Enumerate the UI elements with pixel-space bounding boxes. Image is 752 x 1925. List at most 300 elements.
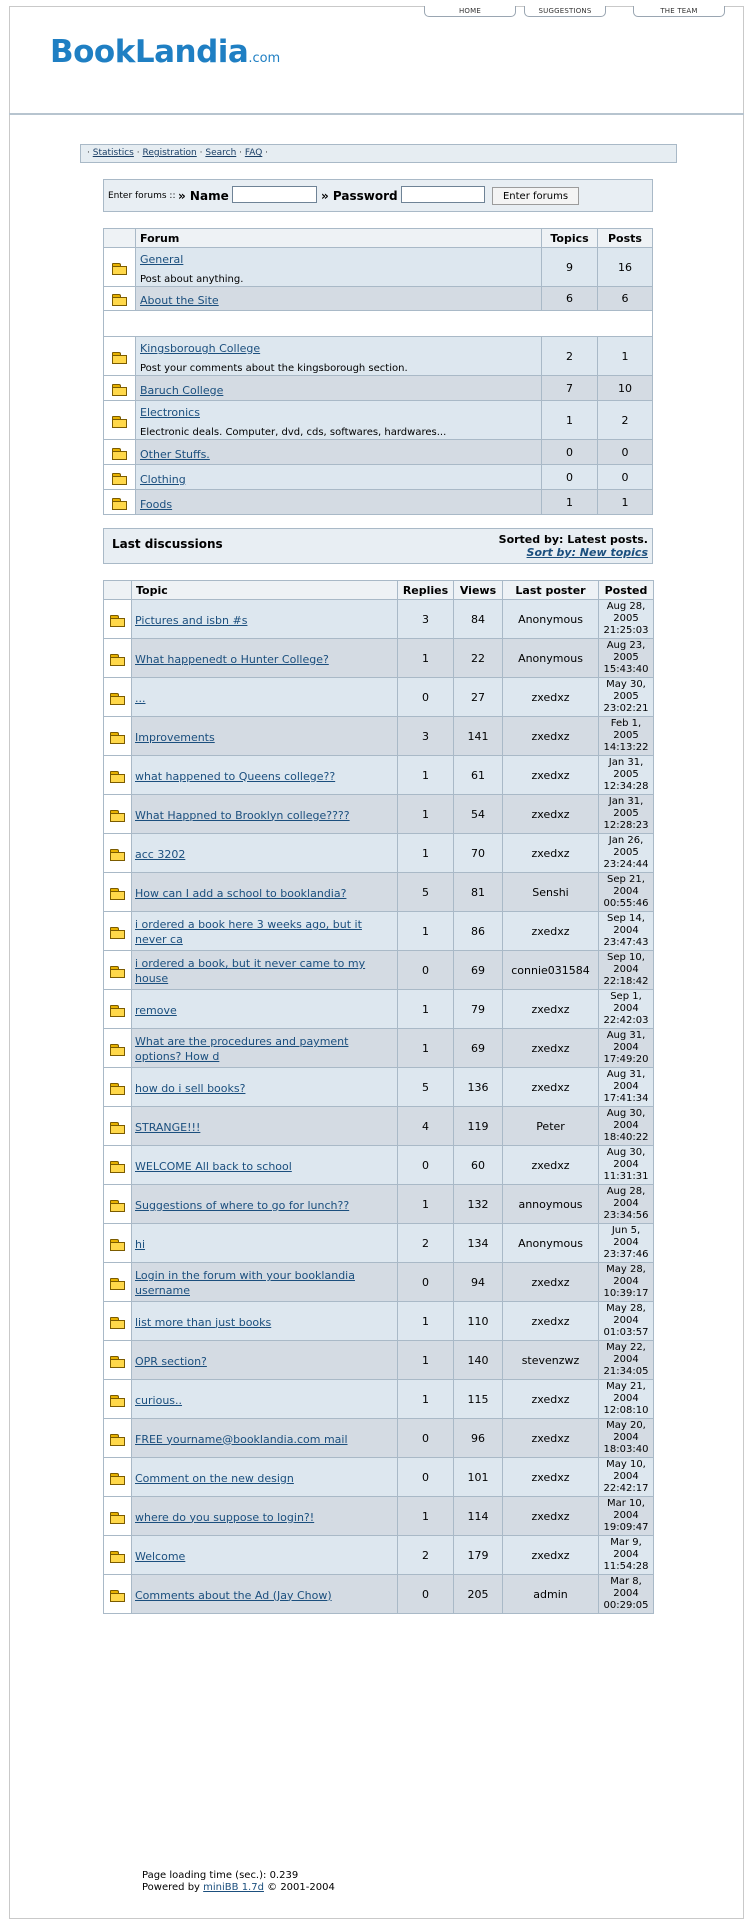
posted-date: May 20, (606, 1420, 646, 1431)
topic-link[interactable]: OPR section? (135, 1354, 207, 1368)
links-bar: · Statistics · Registration · Search · FAQ · (80, 144, 677, 163)
copyright: © 2001-2004 (267, 1882, 335, 1893)
header-posts: Posts (598, 229, 653, 248)
sorted-by-label: Sorted by: Latest posts. (498, 533, 648, 546)
header-topics: Topics (542, 229, 598, 248)
posted-time: 22:18:42 (603, 976, 649, 987)
topic-views: 84 (454, 600, 503, 639)
topic-row (104, 1341, 654, 1380)
nav-the-team[interactable]: THE TEAM (633, 6, 725, 17)
posted-time: 12:34:28 (603, 781, 649, 792)
topic-views: 54 (454, 795, 503, 834)
topic-last-poster: zxedxz (503, 756, 599, 795)
posted-year: 2005 (613, 652, 639, 663)
posted-year: 2004 (613, 1237, 639, 1248)
forum-link[interactable]: Clothing (140, 472, 186, 486)
posted-date: Mar 10, (607, 1498, 645, 1509)
topic-row (104, 1263, 654, 1302)
topic-row (104, 912, 654, 951)
topic-link[interactable]: i ordered a book here 3 weeks ago, but it never ca (135, 918, 362, 946)
forum-posts: 1 (598, 337, 653, 376)
topic-last-poster: zxedxz (503, 1302, 599, 1341)
posted-time: 01:03:57 (603, 1327, 649, 1338)
forum-link[interactable]: General (140, 253, 184, 266)
posted-time: 12:08:10 (603, 1405, 649, 1416)
login-form (103, 179, 653, 212)
posted-year: 2004 (613, 1315, 639, 1326)
topic-last-poster: Anonymous (503, 600, 599, 639)
posted-date: Aug 31, (606, 1030, 646, 1041)
topic-last-poster: Anonymous (503, 1224, 599, 1263)
topic-last-poster: Senshi (503, 873, 599, 912)
topic-last-poster: admin (503, 1575, 599, 1614)
folder-icon (110, 1122, 125, 1133)
forum-topics: 9 (542, 248, 598, 287)
topic-link[interactable]: What Happned to Brooklyn college???? (135, 808, 350, 822)
topic-row (104, 1302, 654, 1341)
link-search[interactable]: Search (205, 148, 237, 158)
folder-icon (110, 1356, 125, 1367)
topic-views: 94 (454, 1263, 503, 1302)
topic-last-poster: zxedxz (503, 1458, 599, 1497)
folder-icon (110, 1239, 125, 1250)
forum-link[interactable]: About the Site (140, 294, 219, 307)
posted-year: 2005 (613, 847, 639, 858)
folder-icon (110, 771, 125, 782)
topic-row (104, 834, 654, 873)
topic-row (104, 1497, 654, 1536)
forum-topics: 0 (542, 440, 598, 465)
topic-row (104, 639, 654, 678)
topic-last-poster: Peter (503, 1107, 599, 1146)
folder-icon (110, 654, 125, 665)
forum-description: Electronic deals. Computer, dvd, cds, softwares, hardwares... (140, 427, 447, 438)
header-posted: Posted (599, 581, 654, 600)
topic-last-poster: zxedxz (503, 1029, 599, 1068)
topic-posted (599, 1497, 654, 1536)
folder-icon (110, 1005, 125, 1016)
topic-last-poster: zxedxz (503, 834, 599, 873)
header-forum: Forum (136, 229, 542, 248)
name-input[interactable] (232, 186, 317, 203)
posted-date: Feb 1, (610, 718, 642, 729)
topic-last-poster: zxedxz (503, 1146, 599, 1185)
header-icon-col (104, 581, 132, 600)
topic-views: 119 (454, 1107, 503, 1146)
link-statistics[interactable]: Statistics (92, 148, 134, 158)
topic-row (104, 951, 654, 990)
folder-icon (112, 448, 127, 459)
topic-link[interactable]: Suggestions of where to go for lunch?? (135, 1198, 350, 1212)
topic-posted (599, 795, 654, 834)
topic-views: 141 (454, 717, 503, 756)
posted-date: Sep 21, (607, 874, 645, 885)
topic-last-poster: zxedxz (503, 1497, 599, 1536)
folder-icon (112, 352, 127, 363)
topic-last-poster: connie031584 (503, 951, 599, 990)
password-label: » Password (321, 189, 398, 203)
sort-new-topics-link[interactable]: Sort by: New topics (526, 546, 648, 559)
topic-replies: 0 (398, 678, 454, 717)
posted-year: 2005 (613, 730, 639, 741)
posted-date: Mar 8, (610, 1576, 642, 1587)
topic-last-poster: zxedxz (503, 678, 599, 717)
topic-posted (599, 1419, 654, 1458)
topic-replies: 3 (398, 717, 454, 756)
topic-posted (599, 912, 654, 951)
topic-replies: 0 (398, 1146, 454, 1185)
posted-time: 11:31:31 (603, 1171, 649, 1182)
logo-suffix: .com (248, 51, 281, 66)
topic-posted (599, 1029, 654, 1068)
forums-table (103, 228, 653, 515)
topic-views: 69 (454, 951, 503, 990)
forum-link[interactable]: Electronics (140, 406, 200, 419)
topic-replies: 0 (398, 951, 454, 990)
posted-date: Aug 31, (606, 1069, 646, 1080)
loading-time: Page loading time (sec.): 0.239 (142, 1870, 299, 1881)
topic-replies: 0 (398, 1419, 454, 1458)
topic-replies: 1 (398, 756, 454, 795)
folder-icon (112, 263, 127, 274)
posted-date: Jan 26, (608, 835, 644, 846)
forum-group-spacer (104, 311, 653, 337)
topic-row (104, 795, 654, 834)
topic-views: 110 (454, 1302, 503, 1341)
topic-link[interactable]: ... (135, 691, 146, 705)
posted-date: May 28, (606, 1264, 646, 1275)
topic-views: 27 (454, 678, 503, 717)
posted-time: 14:13:22 (603, 742, 649, 753)
posted-time: 17:49:20 (603, 1054, 649, 1065)
posted-time: 18:03:40 (603, 1444, 649, 1455)
posted-year: 2004 (613, 1588, 639, 1599)
topic-row (104, 717, 654, 756)
topic-link[interactable]: Comments about the Ad (Jay Chow) (135, 1588, 332, 1602)
topic-row (104, 1458, 654, 1497)
forum-link[interactable]: Kingsborough College (140, 342, 261, 355)
forum-row (104, 376, 653, 401)
folder-icon (110, 1590, 125, 1601)
posted-date: Aug 30, (606, 1147, 646, 1158)
topic-replies: 1 (398, 795, 454, 834)
topic-posted (599, 678, 654, 717)
topic-row (104, 756, 654, 795)
topic-link[interactable]: Improvements (135, 730, 215, 744)
posted-year: 2004 (613, 1393, 639, 1404)
forum-posts: 16 (598, 248, 653, 287)
topic-link[interactable]: curious.. (135, 1393, 183, 1407)
topic-row (104, 600, 654, 639)
topic-posted (599, 1068, 654, 1107)
topic-link[interactable]: STRANGE!!! (135, 1120, 201, 1134)
topic-link[interactable]: Login in the forum with your booklandia username (135, 1269, 355, 1297)
logo-text: BookLandia (50, 34, 249, 70)
topic-row (104, 873, 654, 912)
header-topic: Topic (132, 581, 398, 600)
posted-year: 2004 (613, 1510, 639, 1521)
topic-link[interactable]: i ordered a book, but it never came to my house (135, 957, 366, 985)
topic-replies: 1 (398, 1302, 454, 1341)
topic-replies: 5 (398, 1068, 454, 1107)
posted-date: Aug 30, (606, 1108, 646, 1119)
topic-posted (599, 834, 654, 873)
topic-posted (599, 951, 654, 990)
forum-description: Post about anything. (140, 274, 244, 285)
folder-icon (112, 498, 127, 509)
topic-row (104, 1185, 654, 1224)
topic-last-poster: zxedxz (503, 1263, 599, 1302)
topic-replies: 1 (398, 912, 454, 951)
forum-row (104, 465, 653, 490)
topic-row (104, 1146, 654, 1185)
topic-link[interactable]: What happenedt o Hunter College? (135, 652, 329, 666)
site-logo[interactable] (50, 34, 280, 70)
link-registration[interactable]: Registration (142, 148, 197, 158)
topic-replies: 1 (398, 1380, 454, 1419)
topic-posted (599, 639, 654, 678)
topic-last-poster: zxedxz (503, 1419, 599, 1458)
last-discussions-bar (103, 528, 653, 564)
topic-link[interactable]: where do you suppose to login?! (135, 1510, 315, 1524)
topic-views: 205 (454, 1575, 503, 1614)
topic-replies: 3 (398, 600, 454, 639)
forum-topics: 1 (542, 401, 598, 440)
forum-posts: 6 (598, 287, 653, 311)
forum-posts: 2 (598, 401, 653, 440)
folder-icon (110, 1200, 125, 1211)
header-replies: Replies (398, 581, 454, 600)
topics-table (103, 580, 654, 1614)
posted-year: 2004 (613, 1276, 639, 1287)
posted-year: 2004 (613, 1432, 639, 1443)
posted-time: 21:34:05 (603, 1366, 649, 1377)
posted-time: 11:54:28 (603, 1561, 649, 1572)
topic-views: 179 (454, 1536, 503, 1575)
topic-link[interactable]: what happened to Queens college?? (135, 769, 336, 783)
forum-posts: 0 (598, 465, 653, 490)
forum-topics: 0 (542, 465, 598, 490)
posted-date: Aug 28, (606, 1186, 646, 1197)
minibb-link[interactable]: miniBB 1.7d (203, 1882, 264, 1893)
header-divider (9, 113, 744, 115)
sort-info (499, 533, 648, 559)
posted-time: 23:34:56 (603, 1210, 649, 1221)
topic-posted (599, 1107, 654, 1146)
topic-last-poster: zxedxz (503, 1536, 599, 1575)
topic-views: 79 (454, 990, 503, 1029)
posted-year: 2004 (613, 1471, 639, 1482)
topic-posted (599, 1536, 654, 1575)
topic-last-poster: zxedxz (503, 912, 599, 951)
topic-last-poster: stevenzwz (503, 1341, 599, 1380)
topic-row (104, 1029, 654, 1068)
folder-icon (110, 1473, 125, 1484)
topic-link[interactable]: How can I add a school to booklandia? (135, 886, 347, 900)
posted-date: Jun 5, (611, 1225, 641, 1236)
enter-forums-label: Enter forums :: (108, 191, 176, 201)
topic-link[interactable]: Comment on the new design (135, 1471, 294, 1485)
topic-posted (599, 990, 654, 1029)
topic-views: 86 (454, 912, 503, 951)
folder-icon (110, 693, 125, 704)
topic-replies: 1 (398, 639, 454, 678)
folder-icon (110, 966, 125, 977)
topic-replies: 1 (398, 834, 454, 873)
posted-time: 21:25:03 (603, 625, 649, 636)
name-label: » Name (178, 189, 229, 203)
topic-posted (599, 1380, 654, 1419)
topic-posted (599, 717, 654, 756)
topic-views: 134 (454, 1224, 503, 1263)
topic-link[interactable]: FREE yourname@booklandia.com mail (135, 1432, 348, 1446)
topic-views: 22 (454, 639, 503, 678)
posted-year: 2005 (613, 691, 639, 702)
password-input[interactable] (401, 186, 485, 203)
folder-icon (110, 1434, 125, 1445)
topic-last-poster: annoymous (503, 1185, 599, 1224)
topic-row (104, 1380, 654, 1419)
topic-row (104, 990, 654, 1029)
forum-link[interactable]: Other Stuffs. (140, 447, 210, 461)
forum-posts: 1 (598, 490, 653, 515)
posted-time: 17:41:34 (603, 1093, 649, 1104)
posted-time: 00:29:05 (603, 1600, 649, 1611)
posted-time: 00:55:46 (603, 898, 649, 909)
topic-last-poster: zxedxz (503, 1380, 599, 1419)
topic-views: 115 (454, 1380, 503, 1419)
topic-views: 114 (454, 1497, 503, 1536)
topic-posted (599, 1224, 654, 1263)
posted-year: 2004 (613, 1549, 639, 1560)
powered-by (142, 1882, 335, 1894)
page-footer (142, 1870, 335, 1894)
posted-date: Aug 28, (606, 601, 646, 612)
posted-date: May 21, (606, 1381, 646, 1392)
topic-views: 132 (454, 1185, 503, 1224)
forum-row (104, 401, 653, 440)
folder-icon (110, 1317, 125, 1328)
folder-icon (110, 1395, 125, 1406)
posted-year: 2004 (613, 1159, 639, 1170)
posted-year: 2004 (613, 1354, 639, 1365)
posted-year: 2005 (613, 808, 639, 819)
posted-time: 23:47:43 (603, 937, 649, 948)
forum-row (104, 490, 653, 515)
header-views: Views (454, 581, 503, 600)
topic-replies: 0 (398, 1458, 454, 1497)
forum-row (104, 337, 653, 376)
folder-icon (112, 416, 127, 427)
posted-year: 2005 (613, 769, 639, 780)
posted-time: 18:40:22 (603, 1132, 649, 1143)
forum-topics: 6 (542, 287, 598, 311)
topic-replies: 0 (398, 1575, 454, 1614)
topic-views: 140 (454, 1341, 503, 1380)
folder-icon (112, 294, 127, 305)
posted-year: 2004 (613, 964, 639, 975)
posted-year: 2004 (613, 1198, 639, 1209)
folder-icon (112, 473, 127, 484)
folder-icon (110, 1512, 125, 1523)
topic-posted (599, 1302, 654, 1341)
posted-date: May 30, (606, 679, 646, 690)
topic-replies: 0 (398, 1263, 454, 1302)
topic-views: 96 (454, 1419, 503, 1458)
forum-link[interactable]: Foods (140, 497, 173, 511)
folder-icon (110, 1044, 125, 1055)
forum-topics: 7 (542, 376, 598, 401)
topic-posted (599, 1146, 654, 1185)
topic-link[interactable]: Pictures and isbn #s (135, 613, 248, 627)
topic-link[interactable]: how do i sell books? (135, 1081, 246, 1095)
posted-year: 2004 (613, 925, 639, 936)
folder-icon (110, 1551, 125, 1562)
posted-year: 2004 (613, 1120, 639, 1131)
posted-year: 2004 (613, 886, 639, 897)
topic-link[interactable]: hi (135, 1237, 146, 1251)
enter-forums-button[interactable]: Enter forums (492, 187, 579, 205)
posted-date: Jan 31, (608, 796, 644, 807)
folder-icon (110, 732, 125, 743)
folder-icon (110, 1161, 125, 1172)
topic-link[interactable]: acc 3202 (135, 847, 186, 861)
last-discussions-title: Last discussions (112, 537, 223, 551)
topic-replies: 4 (398, 1107, 454, 1146)
nav-suggestions[interactable]: SUGGESTIONS (524, 6, 606, 17)
header-icon-col (104, 229, 136, 248)
topic-row (104, 1419, 654, 1458)
posted-time: 12:28:23 (603, 820, 649, 831)
topic-row (104, 1536, 654, 1575)
folder-icon (110, 849, 125, 860)
topic-posted (599, 1263, 654, 1302)
forum-topics: 1 (542, 490, 598, 515)
topic-posted (599, 1185, 654, 1224)
topic-row (104, 1575, 654, 1614)
topic-link[interactable]: remove (135, 1003, 177, 1017)
posted-time: 23:24:44 (603, 859, 649, 870)
folder-icon (110, 888, 125, 899)
topic-last-poster: zxedxz (503, 990, 599, 1029)
posted-year: 2004 (613, 1003, 639, 1014)
topic-posted (599, 1341, 654, 1380)
folder-icon (110, 810, 125, 821)
topic-link[interactable]: WELCOME All back to school (135, 1159, 292, 1173)
forum-description: Post your comments about the kingsborough section. (140, 363, 408, 374)
topic-views: 101 (454, 1458, 503, 1497)
link-faq[interactable]: FAQ (244, 148, 263, 158)
topic-posted (599, 1575, 654, 1614)
forum-link[interactable]: Baruch College (140, 383, 224, 397)
posted-date: Jan 31, (608, 757, 644, 768)
forum-posts: 10 (598, 376, 653, 401)
posted-date: May 10, (606, 1459, 646, 1470)
folder-icon (110, 1278, 125, 1289)
posted-time: 15:43:40 (603, 664, 649, 675)
powered-prefix: Powered by (142, 1882, 200, 1893)
topic-link[interactable]: list more than just books (135, 1315, 272, 1329)
nav-home[interactable]: HOME (424, 6, 516, 17)
topic-row (104, 1068, 654, 1107)
posted-date: Sep 14, (607, 913, 645, 924)
topic-replies: 1 (398, 1341, 454, 1380)
topic-link[interactable]: Welcome (135, 1549, 186, 1563)
topic-views: 70 (454, 834, 503, 873)
posted-time: 22:42:03 (603, 1015, 649, 1026)
topic-link[interactable]: What are the procedures and payment options? How d (135, 1035, 349, 1063)
header-last-poster: Last poster (503, 581, 599, 600)
